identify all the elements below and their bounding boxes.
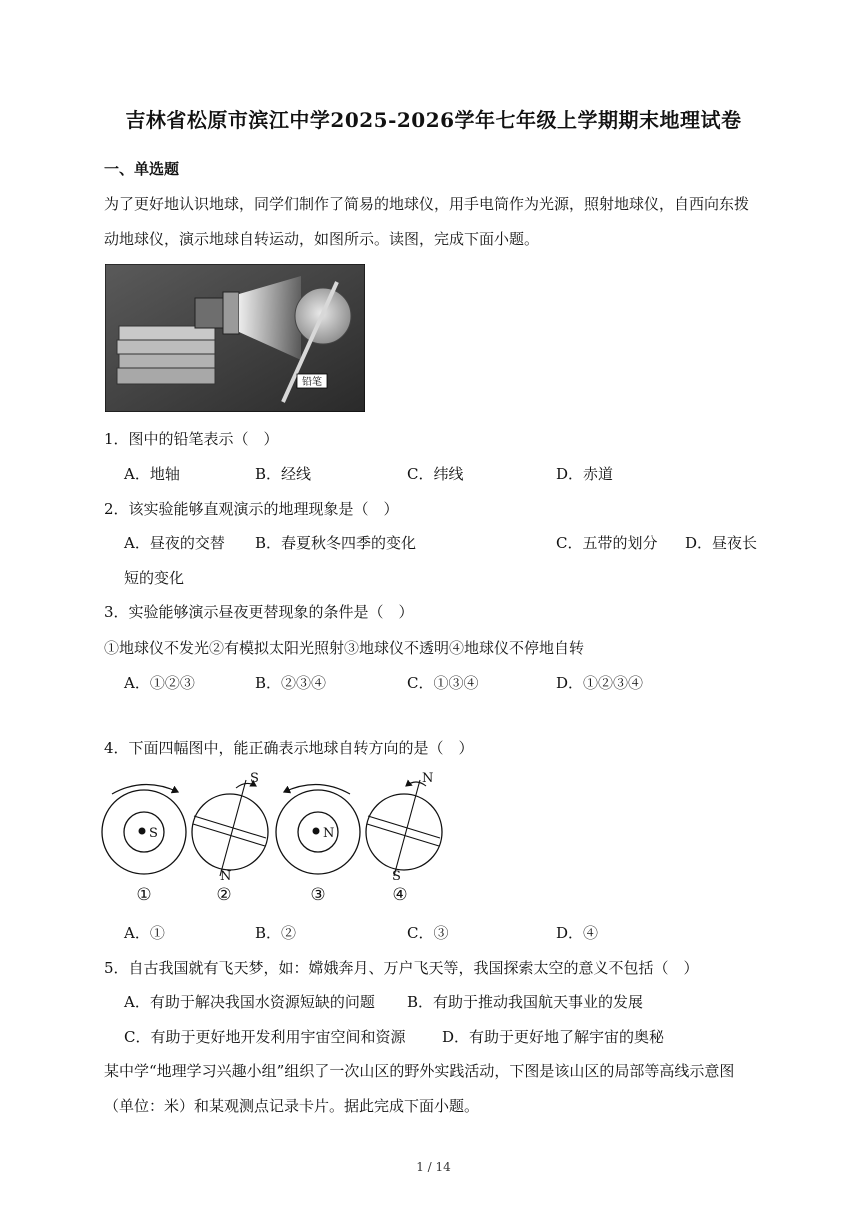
diagram-3-label: ③ [310,885,326,905]
q4-option-c: C．③ [407,924,449,942]
globe-experiment-photo [105,264,365,412]
q5-option-c: C．有助于更好地开发利用宇宙空间和资源 [124,1028,406,1046]
diagram-2-bottom-pole: N [220,869,232,884]
diagram-2-label: ② [216,885,232,905]
q2-option-d-cont: 短的变化 [124,569,185,587]
q2-option-d: D．昼夜长 [685,534,758,552]
diagram-1-label: ① [136,885,152,905]
diagram-3-pole: N [323,826,335,841]
intro1-line1: 为了更好地认识地球，同学们制作了简易的地球仪，用手电筒作为光源，照射地球仪，自西向东拨 [104,195,750,213]
q1-option-c: C．纬线 [407,465,464,483]
q2-option-c: C．五带的划分 [556,534,658,552]
diagram-4 [366,771,442,905]
q1-stem: 1．图中的铅笔表示（ ） [104,430,279,448]
q1-option-b: B．经线 [255,465,312,483]
q4-option-a: A．① [124,924,165,942]
intro2-line2: （单位：米）和某观测点记录卡片。据此完成下面小题。 [104,1097,480,1115]
q5-option-a: A．有助于解决我国水资源短缺的问题 [124,993,375,1011]
q5-option-d: D．有助于更好地了解宇宙的奥秘 [442,1028,665,1046]
q3-option-a: A．①②③ [124,674,195,692]
q5-option-b: B．有助于推动我国航天事业的发展 [407,993,644,1011]
diagram-1 [102,784,186,905]
diagram-1-pole: S [149,826,158,841]
q3-stem: 3．实验能够演示昼夜更替现象的条件是（ ） [104,603,414,621]
q2-option-b: B．春夏秋冬四季的变化 [255,534,417,552]
pencil-label: 铅笔 [302,377,322,388]
q2-stem: 2．该实验能够直观演示的地理现象是（ ） [104,500,399,518]
q4-stem: 4．下面四幅图中，能正确表示地球自转方向的是（ ） [104,739,474,757]
page-title: 吉林省松原市滨江中学2025-2026学年七年级上学期期末地理试卷 [125,108,742,132]
diagram-3 [276,784,360,905]
q4-option-b: B．② [255,924,297,942]
q1-option-d: D．赤道 [556,465,614,483]
q3-option-b: B．②③④ [255,674,327,692]
diagram-2 [192,771,268,905]
q1-option-a: A．地轴 [124,465,180,483]
intro2-line1: 某中学“地理学习兴趣小组”组织了一次山区的野外实践活动，下图是该山区的局部等高线示意图 [104,1062,735,1080]
diagram-2-top-pole: S [250,771,259,786]
q5-stem: 5．自古我国就有飞天梦，如：嫦娥奔月、万户飞天等，我国探索太空的意义不包括（ ） [104,959,699,977]
intro1-line2: 动地球仪，演示地球自转运动，如图所示。读图，完成下面小题。 [104,230,540,248]
page-number: 1 / 14 [416,1160,451,1174]
diagram-4-top-pole: N [422,771,434,786]
section-heading: 一、单选题 [104,160,180,178]
rotation-diagrams [100,768,445,908]
q3-conditions: ①地球仪不发光②有模拟太阳光照射③地球仪不透明④地球仪不停地自转 [104,639,585,657]
q3-option-d: D．①②③④ [556,674,644,692]
q3-option-c: C．①③④ [407,674,479,692]
diagram-4-label: ④ [392,885,408,905]
q2-option-a: A．昼夜的交替 [124,534,225,552]
diagram-4-bottom-pole: S [392,869,401,884]
q4-option-d: D．④ [556,924,599,942]
